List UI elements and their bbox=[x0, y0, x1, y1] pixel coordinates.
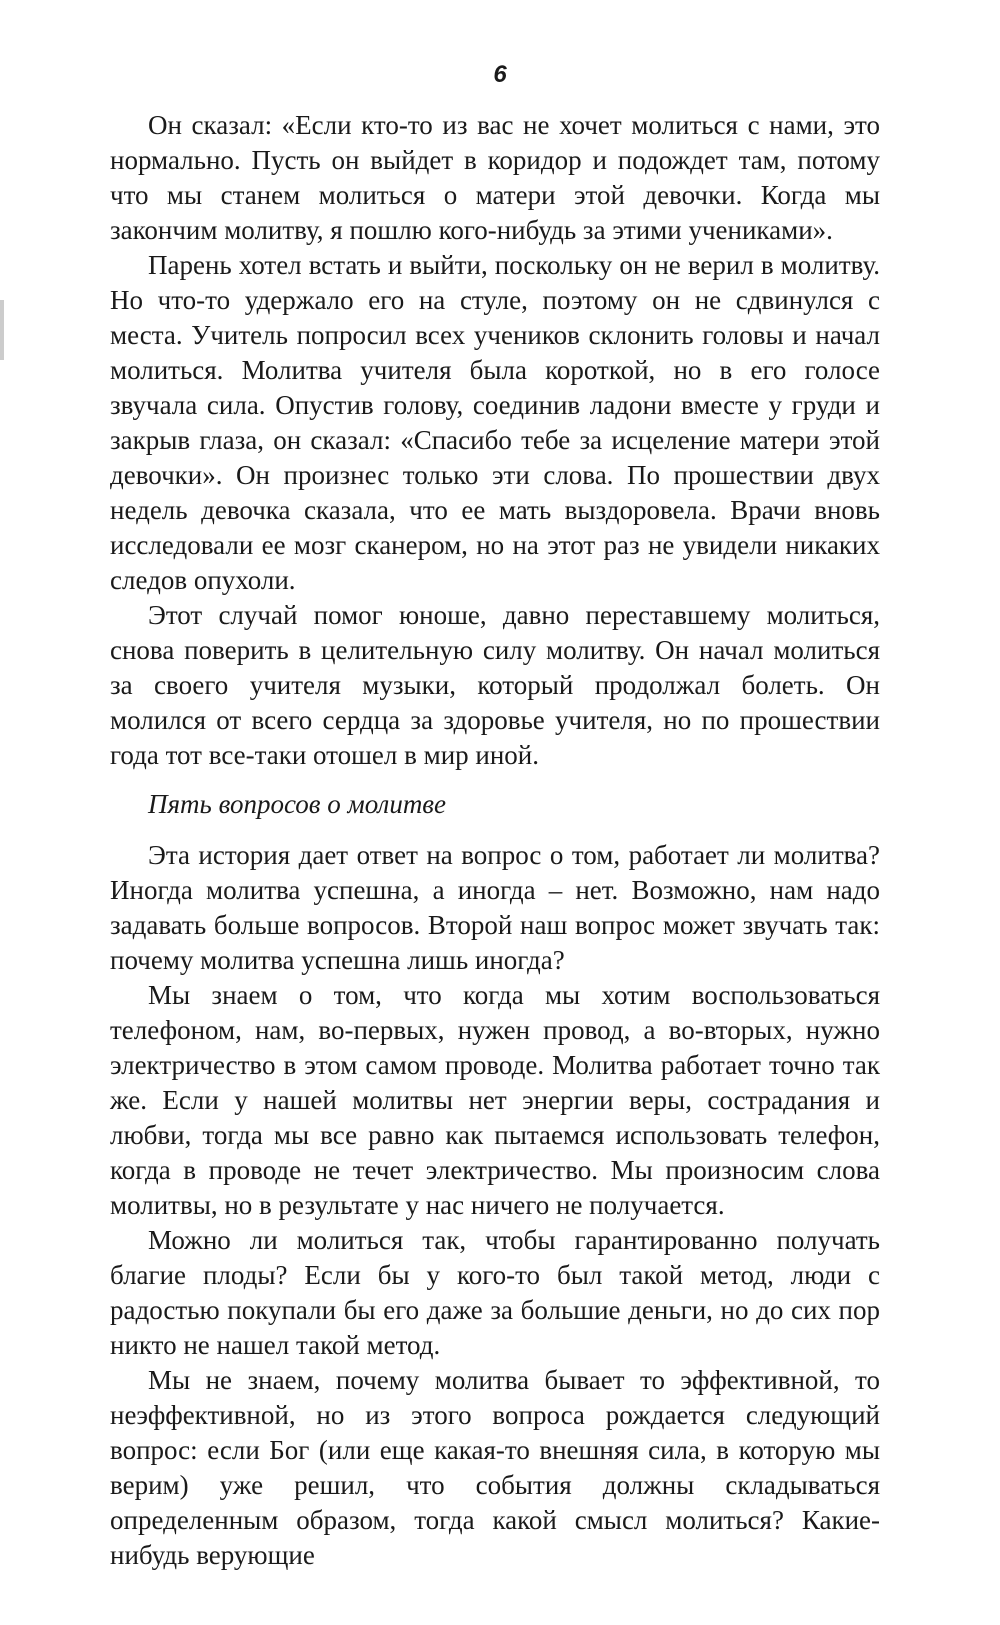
paragraph-7: Мы не знаем, почему молитва бывает то эффективной, то неэффективной, но из этого вопроса рождается следующий вопрос: если Бог (или еще какая-то внешняя сила, в которую мы верим) уже решил, что события должны складываться определенным образом, тогда какой смысл молиться? Какие-нибудь верующие bbox=[110, 1365, 880, 1570]
body-text bbox=[110, 108, 880, 1573]
paragraph-4: Эта история дает ответ на вопрос о том, работает ли молитва? Иногда молитва успешна, а иногда – нет. Возможно, нам надо задавать больше вопросов. Второй наш вопрос может звучать так: почему молитва успешна лишь иногда? bbox=[110, 840, 880, 975]
page-edge-shadow bbox=[0, 300, 4, 360]
page-number: 6 bbox=[493, 61, 507, 88]
paragraph-6: Можно ли молиться так, чтобы гарантированно получать благие плоды? Если бы у кого-то был такой метод, люди с радостью покупали бы его даже за большие деньги, но до сих пор никто не нашел такой метод. bbox=[110, 1225, 880, 1360]
paragraph-2: Парень хотел встать и выйти, поскольку он не верил в молитву. Но что-то удержало его на стуле, поэтому он не сдвинулся с места. Учитель попросил всех учеников склонить головы и начал молиться. Молитва учителя была короткой, но в его голосе звучала сила. Опустив голову, соединив ладони вместе у груди и закрыв глаза, он сказал: «Спасибо тебе за исцеление матери этой девочки». Он произнес только эти слова. По прошествии двух недель девочка сказала, что ее мать выздоровела. Врачи вновь исследовали ее мозг сканером, но на этот раз не увидели никаких следов опухоли. bbox=[110, 250, 880, 595]
paragraph-3: Этот случай помог юноше, давно переставшему молиться, снова поверить в целительную силу молитву. Он начал молиться за своего учителя музыки, который продолжал болеть. Он молился от всего сердца за здоровье учителя, но по прошествии года тот все-таки отошел в мир иной. bbox=[110, 600, 880, 770]
paragraph-1: Он сказал: «Если кто-то из вас не хочет молиться с нами, это нормально. Пусть он выйдет в коридор и подождет там, потому что мы станем молиться о матери этой девочки. Когда мы закончим молитву, я пошлю кого-нибудь за этими учениками». bbox=[110, 110, 880, 245]
section-heading: Пять вопросов о молитве bbox=[148, 789, 447, 819]
paragraph-5: Мы знаем о том, что когда мы хотим воспользоваться телефоном, нам, во-первых, нужен провод, а во-вторых, нужно электричество в этом самом проводе. Молитва работает точно так же. Если у нашей молитвы нет энергии веры, сострадания и любви, тогда мы все равно как пытаемся использовать телефон, когда в проводе не течет электричество. Мы произносим слова молитвы, но в результате у нас ничего не получается. bbox=[110, 980, 880, 1220]
